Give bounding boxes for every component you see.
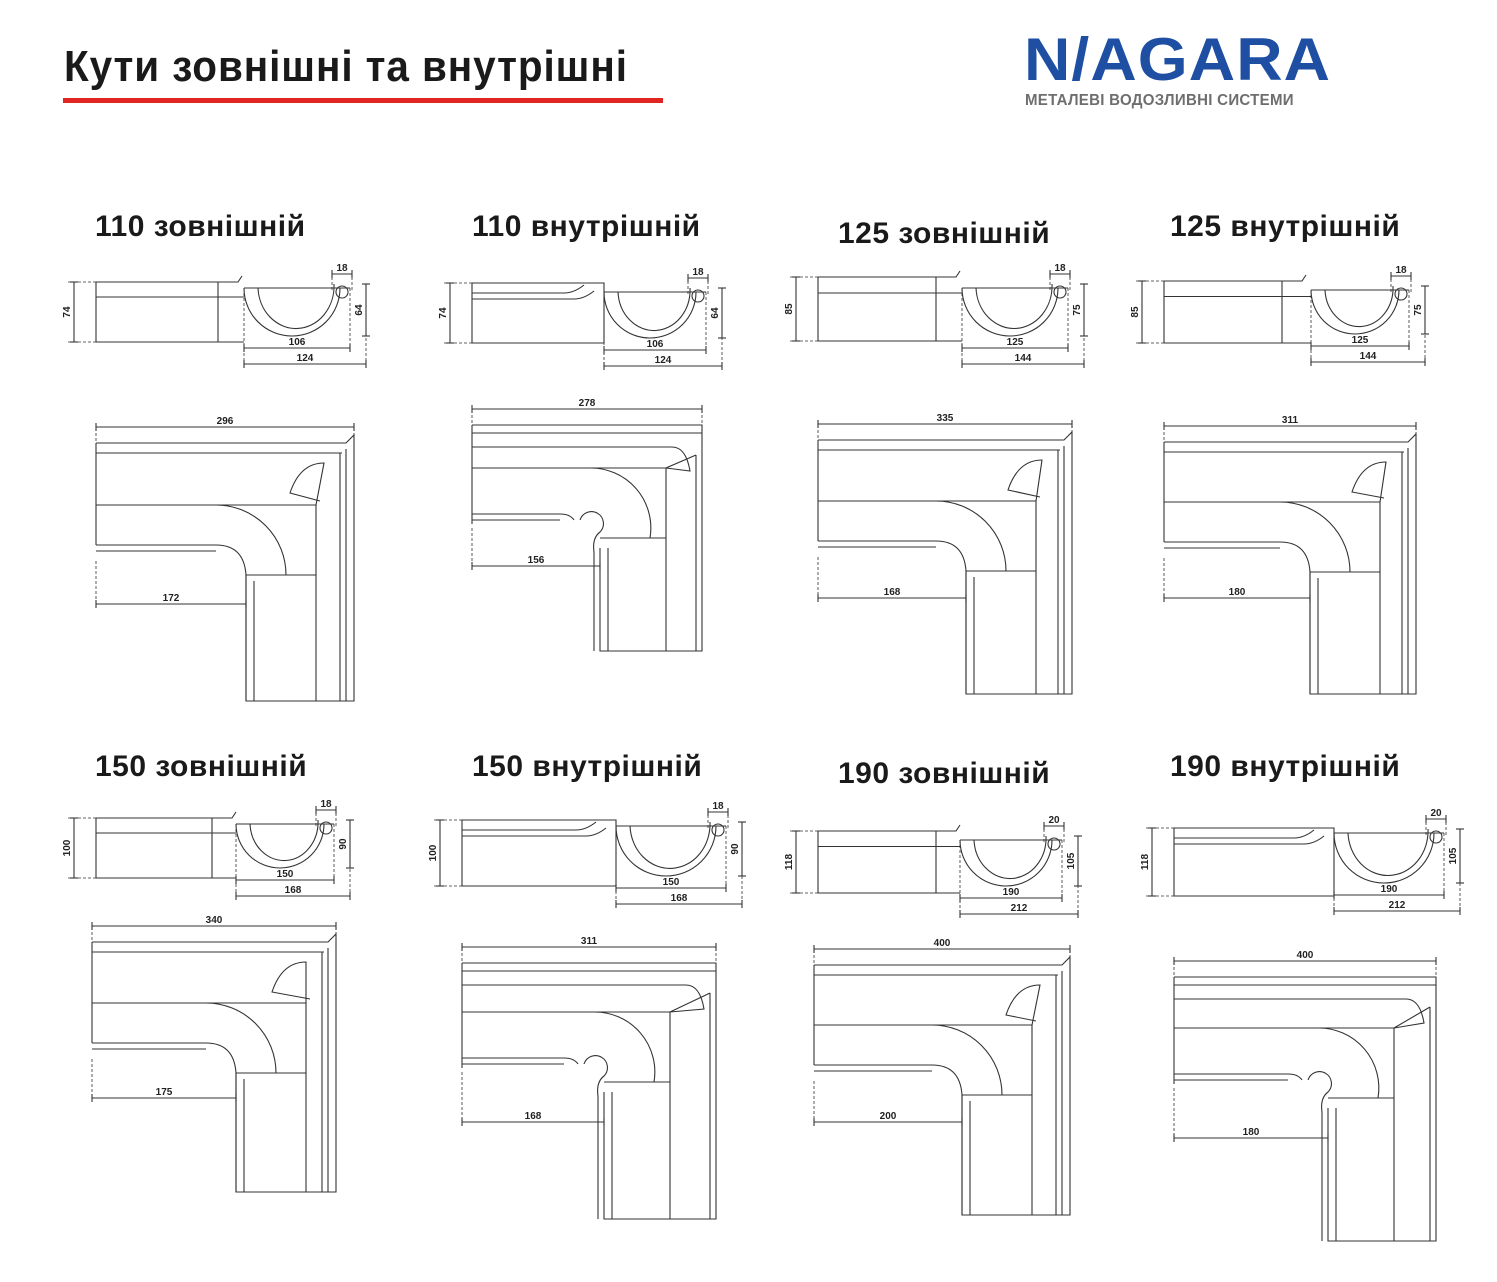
profile-body xyxy=(96,282,218,342)
height-dimension: 85 xyxy=(1130,306,1141,318)
plan-inner-curve xyxy=(936,541,966,694)
plan-corner-arc xyxy=(932,1025,1002,1095)
profile-ridge xyxy=(462,822,596,830)
gutter-inner xyxy=(976,284,1052,328)
outer-width-dimension: 212 xyxy=(1010,903,1028,914)
panel-title-150-external: 150 зовнішній xyxy=(95,750,308,783)
profile-drawing xyxy=(62,263,370,368)
plan-miter xyxy=(670,985,710,1012)
plan-outer xyxy=(96,435,354,701)
length-dimension: 335 xyxy=(936,413,954,424)
length-dimension: 311 xyxy=(580,936,598,947)
plan-miter xyxy=(666,447,696,471)
depth-dimension: 90 xyxy=(338,838,349,850)
profile-ridge xyxy=(472,285,584,293)
logo-tagline: МЕТАЛЕВІ ВОДОЗЛИВНІ СИСТЕМИ xyxy=(1025,92,1294,109)
profile-drawing xyxy=(784,263,1088,368)
gutter-inner xyxy=(250,820,318,861)
outer-width-dimension: 144 xyxy=(1359,351,1377,362)
profile-ridge xyxy=(462,828,606,836)
plan-corner-arc xyxy=(590,468,651,538)
gutter-inner xyxy=(1348,829,1428,875)
leg-dimension: 168 xyxy=(883,587,901,598)
plan-corner-box xyxy=(932,1025,1032,1095)
plan-outer xyxy=(1174,977,1436,1241)
length-dimension: 400 xyxy=(1296,950,1314,961)
lip-dimension: 20 xyxy=(1048,815,1060,826)
profile-drawing xyxy=(1130,265,1429,366)
profile-step xyxy=(218,276,244,342)
inner-width-dimension: 190 xyxy=(1002,887,1020,898)
outer-width-dimension: 168 xyxy=(284,885,302,896)
lip-dimension: 18 xyxy=(1395,265,1407,276)
profile-step xyxy=(1282,275,1311,343)
plan-miter xyxy=(1352,462,1386,502)
length-dimension: 311 xyxy=(1281,415,1299,426)
plan-corner-arc xyxy=(594,1012,655,1082)
depth-dimension: 75 xyxy=(1072,304,1083,316)
profile-drawing xyxy=(1140,808,1464,915)
page-title: Кути зовнішні та внутрішні xyxy=(64,42,628,91)
inner-width-dimension: 190 xyxy=(1380,884,1398,895)
plan-drawing xyxy=(96,416,354,701)
leg-dimension: 172 xyxy=(162,593,180,604)
panel-title-190-internal: 190 внутрішній xyxy=(1170,750,1401,783)
height-dimension: 118 xyxy=(1140,853,1151,871)
outer-width-dimension: 144 xyxy=(1014,353,1032,364)
panel-title-125-external: 125 зовнішній xyxy=(838,217,1051,250)
plan-corner-box xyxy=(1280,502,1380,572)
gutter-inner xyxy=(1325,286,1393,327)
plan-outer xyxy=(462,963,716,1219)
depth-dimension: 105 xyxy=(1066,852,1077,870)
depth-dimension: 75 xyxy=(1413,304,1424,316)
profile-step xyxy=(212,812,236,878)
plan-miter xyxy=(1008,460,1042,501)
plan-corner-arc xyxy=(1318,1028,1379,1098)
gutter-inner xyxy=(258,284,334,329)
plan-drawing xyxy=(462,936,716,1219)
logo-wordmark: N/AGARA xyxy=(1024,26,1332,93)
gutter-inner xyxy=(974,836,1046,879)
profile-body xyxy=(818,277,936,341)
height-dimension: 85 xyxy=(784,303,795,315)
profile-drawing xyxy=(62,799,354,900)
plan-corner-arc xyxy=(1280,502,1350,572)
plan-inner-curve xyxy=(932,1065,962,1215)
plan-inner-curve xyxy=(1280,542,1310,694)
plan-corner-arc xyxy=(216,505,286,575)
plan-drawing xyxy=(1174,950,1436,1241)
plan-strip xyxy=(462,1058,578,1064)
profile-step xyxy=(936,271,962,341)
inner-width-dimension: 125 xyxy=(1351,335,1369,346)
profile-body xyxy=(472,283,604,343)
lip-dimension: 18 xyxy=(336,263,348,274)
plan-drawing xyxy=(472,398,702,651)
plan-outer xyxy=(1164,434,1416,694)
panel-title-125-internal: 125 внутрішній xyxy=(1170,210,1401,243)
leg-dimension: 175 xyxy=(155,1087,173,1098)
depth-dimension: 64 xyxy=(710,307,721,319)
plan-corner-box xyxy=(216,505,316,575)
inner-width-dimension: 106 xyxy=(288,337,306,348)
plan-miter xyxy=(1006,985,1040,1025)
profile-ridge xyxy=(1174,830,1314,838)
depth-dimension: 105 xyxy=(1448,847,1459,865)
profile-drawing xyxy=(784,815,1082,918)
leg-dimension: 168 xyxy=(524,1111,542,1122)
plan-corner-box xyxy=(590,468,666,538)
outer-width-dimension: 124 xyxy=(296,353,314,364)
lip-dimension: 18 xyxy=(692,267,704,278)
plan-inner-curve xyxy=(216,545,246,701)
plan-miter xyxy=(1394,999,1430,1028)
height-dimension: 74 xyxy=(438,307,449,319)
plan-outer xyxy=(818,432,1072,694)
profile-drawing xyxy=(428,801,746,908)
profile-body xyxy=(96,818,212,878)
plan-drawing xyxy=(1164,415,1416,694)
leg-dimension: 200 xyxy=(879,1111,897,1122)
plan-corner-box xyxy=(206,1003,306,1073)
profile-ridge xyxy=(472,291,594,299)
panel-title-110-internal: 110 внутрішній xyxy=(472,210,701,243)
gutter-inner xyxy=(630,822,710,868)
lip-dimension: 18 xyxy=(712,801,724,812)
inner-width-dimension: 150 xyxy=(276,869,294,880)
length-dimension: 340 xyxy=(205,915,223,926)
plan-miter xyxy=(272,962,310,1003)
lip-dimension: 18 xyxy=(320,799,332,810)
panel-title-150-internal: 150 внутрішній xyxy=(472,750,703,783)
plan-corner-arc xyxy=(206,1003,276,1073)
leg-dimension: 180 xyxy=(1228,587,1246,598)
length-dimension: 296 xyxy=(216,416,234,427)
plan-corner-box xyxy=(936,501,1036,571)
profile-step xyxy=(936,825,960,893)
height-dimension: 118 xyxy=(784,853,795,871)
plan-drawing xyxy=(818,413,1072,694)
length-dimension: 400 xyxy=(933,938,951,949)
profile-drawing xyxy=(438,267,726,370)
plan-outer xyxy=(92,934,336,1192)
plan-strip xyxy=(1174,1074,1302,1080)
height-dimension: 100 xyxy=(62,839,73,857)
plan-drawing xyxy=(92,915,336,1192)
outer-width-dimension: 212 xyxy=(1388,900,1406,911)
plan-drawing xyxy=(814,938,1070,1215)
plan-strip xyxy=(472,514,574,520)
leg-dimension: 156 xyxy=(527,555,545,566)
inner-width-dimension: 125 xyxy=(1006,337,1024,348)
gutter-inner xyxy=(618,288,690,331)
height-dimension: 100 xyxy=(428,844,439,862)
depth-dimension: 64 xyxy=(354,304,365,316)
panel-title-190-external: 190 зовнішній xyxy=(838,757,1051,790)
profile-body xyxy=(818,831,936,893)
outer-width-dimension: 168 xyxy=(670,893,688,904)
profile-body xyxy=(1164,281,1282,343)
depth-dimension: 90 xyxy=(730,843,741,855)
height-dimension: 74 xyxy=(62,306,73,318)
plan-corner-arc xyxy=(936,501,1006,571)
leg-dimension: 180 xyxy=(1242,1127,1260,1138)
lip-dimension: 18 xyxy=(1054,263,1066,274)
plan-inner-curve xyxy=(206,1043,236,1192)
lip-dimension: 20 xyxy=(1430,808,1442,819)
inner-width-dimension: 150 xyxy=(662,877,680,888)
panel-title-110-external: 110 зовнішній xyxy=(95,210,306,243)
plan-corner-box xyxy=(594,1012,670,1082)
plan-miter xyxy=(290,463,324,505)
plan-corner-box xyxy=(1318,1028,1394,1098)
inner-width-dimension: 106 xyxy=(646,339,664,350)
length-dimension: 278 xyxy=(578,398,596,409)
outer-width-dimension: 124 xyxy=(654,355,672,366)
plan-outer xyxy=(472,425,702,651)
